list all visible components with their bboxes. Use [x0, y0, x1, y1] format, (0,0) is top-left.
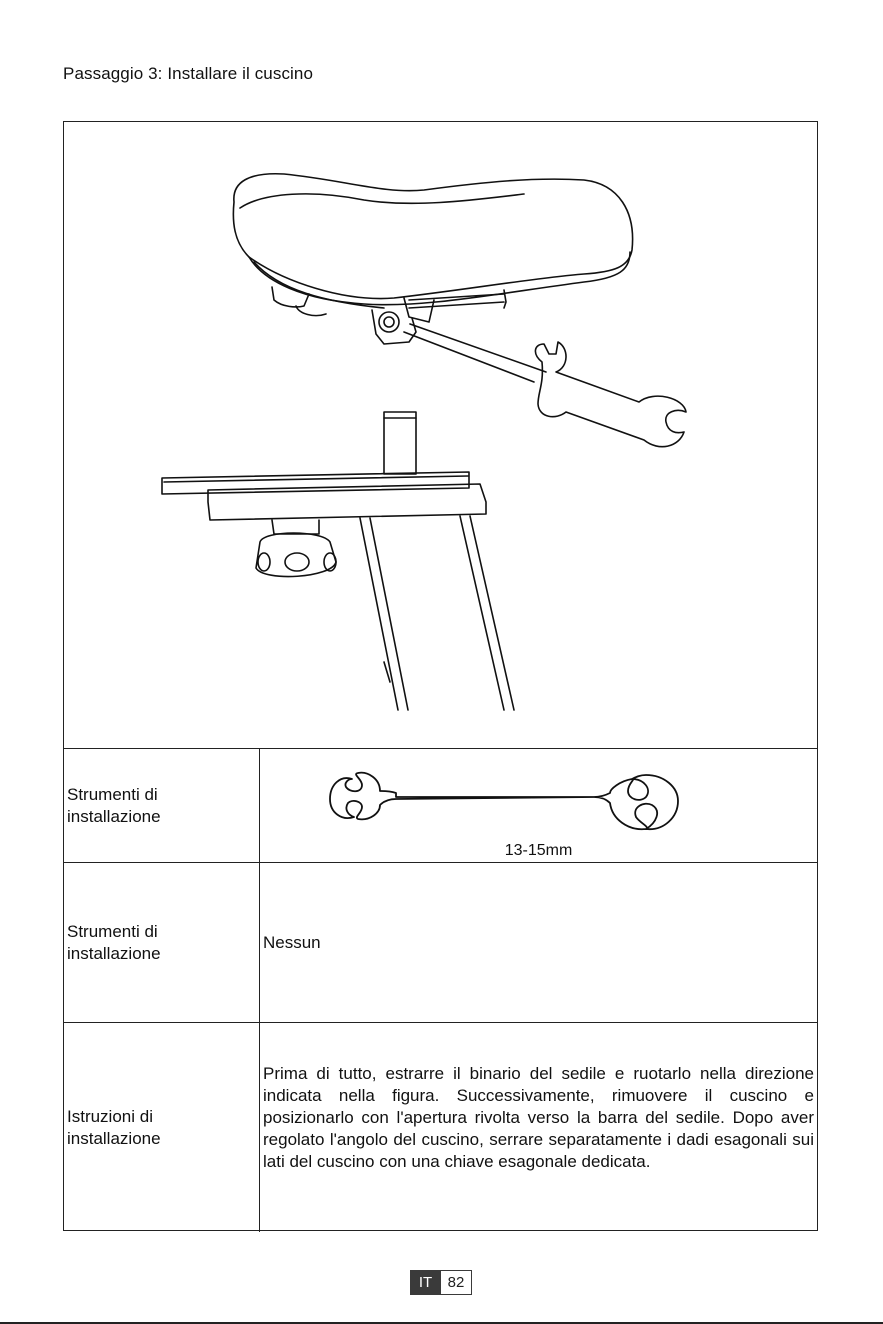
- tools-label: Strumenti di installazione: [67, 784, 161, 826]
- language-badge: IT: [410, 1270, 441, 1295]
- page-footer: [410, 1270, 472, 1295]
- assembly-figure: [64, 122, 817, 749]
- instruction-table: [63, 121, 818, 1231]
- tools-row: [64, 749, 817, 863]
- tools-label-2: Strumenti di installazione: [67, 921, 161, 963]
- instructions-text: Prima di tutto, estrarre il binario del sedile e ruotarlo nella direzione indicata nella figura. Successivamente, rimuovere il cuscino e posizionarlo con l'apertura rivolta verso la barra del sedile. Dopo aver regolato l'angolo del cuscino, serrare separatamente i dadi esagonali sui lati del cuscino con una chiave esagonale dedicata.: [263, 1064, 814, 1171]
- instructions-label-cell: [64, 1023, 260, 1232]
- instructions-label: Istruzioni di installazione: [67, 1106, 161, 1148]
- page-number: 82: [441, 1270, 472, 1295]
- instructions-row: [64, 1023, 817, 1232]
- page-heading: Passaggio 3: Installare il cuscino: [63, 64, 314, 83]
- tools-value-cell: [260, 749, 817, 862]
- tool-size-label: 13-15mm: [504, 842, 573, 859]
- tools-value-cell-2: [260, 863, 817, 1022]
- tools-label-cell: [64, 749, 260, 862]
- seat-cushion: [233, 174, 632, 299]
- seat-assembly-illustration: [64, 122, 819, 749]
- tools-value-2: Nessun: [263, 932, 321, 952]
- tools-row-2: [64, 863, 817, 1023]
- wrench-icon: [260, 757, 818, 845]
- tools-label-cell-2: [64, 863, 260, 1022]
- instructions-value-cell: [260, 1023, 817, 1232]
